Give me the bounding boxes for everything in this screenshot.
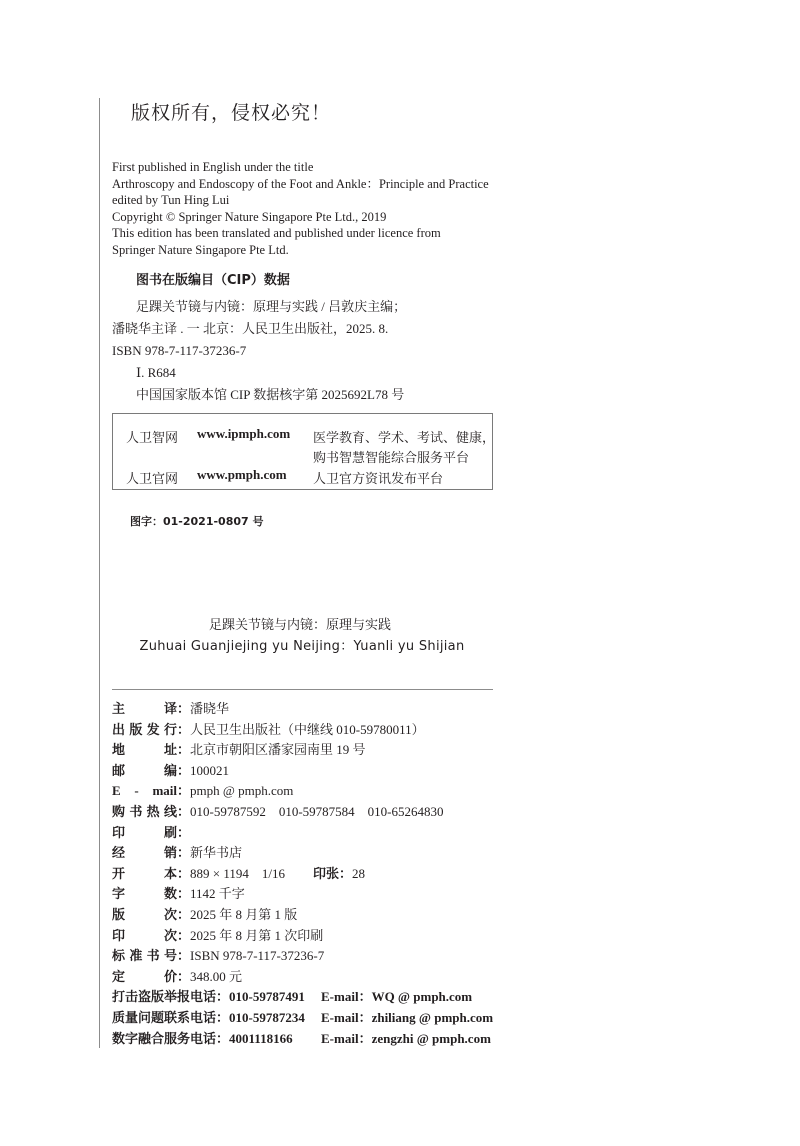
- colophon-label: 印 刷: [112, 825, 177, 841]
- colophon-row: 开 本：889 × 1194 1/16 印张：28: [112, 864, 493, 885]
- colophon-label: 版 次: [112, 907, 177, 923]
- colophon-value: pmph @ pmph.com: [190, 783, 294, 799]
- contact-email: E-mail：zhiliang @ pmph.com: [321, 1009, 494, 1025]
- contact-phone: 010-59787491: [229, 989, 305, 1005]
- colophon-label: 印 次: [112, 928, 177, 944]
- contact-label: 质量问题联系电话：: [112, 1010, 230, 1026]
- publisher-platform-box: [112, 413, 496, 490]
- platform-name: 人卫智网: [126, 431, 179, 446]
- cip-title: 图书在版编目（CIP）数据: [136, 273, 290, 288]
- colophon: [112, 699, 493, 1049]
- colophon-label: 地 址: [112, 743, 177, 759]
- colophon-value: 2025 年 8 月第 1 版: [190, 906, 298, 922]
- copyright-permit-number: 图字：01-2021-0807 号: [130, 515, 264, 528]
- colophon-label: 主 译: [112, 702, 177, 717]
- platform-desc: 人卫官方资讯发布平台: [313, 472, 444, 487]
- colophon-value: 100021: [190, 762, 230, 778]
- colophon-row: 地 址：北京市朝阳区潘家园南里 19 号: [112, 740, 493, 761]
- colophon-label: 字 数: [112, 887, 177, 903]
- contact-phone: 4001118166: [229, 1030, 293, 1046]
- colophon-value: 人民卫生出版社（中继线 010-59780011）: [190, 721, 425, 737]
- colophon-value: 348.00 元: [190, 968, 243, 984]
- colophon-label: 邮 编: [112, 763, 177, 779]
- contact-phone: 010-59787234: [229, 1009, 305, 1025]
- platform-url-link[interactable]: www.pmph.com: [197, 467, 287, 482]
- colophon-row: 字 数：1142 千字: [112, 884, 493, 905]
- platform-desc: 医学教育、学术、考试、健康，: [313, 431, 496, 446]
- colophon-row: 购书热线：010-59787592 010-59787584 010-65264830: [112, 802, 493, 823]
- english-line: This edition has been translated and published under licence from: [112, 226, 441, 241]
- cip-line: 潘晓华主译 . 一 北京：人民卫生出版社，2025. 8.: [112, 321, 389, 336]
- cip-line: Ⅰ. R684: [136, 365, 176, 380]
- english-line: First published in English under the title: [112, 160, 314, 174]
- cip-line: ISBN 978-7-117-37236-7: [112, 343, 247, 358]
- colophon-row: 印 刷：: [112, 823, 493, 844]
- english-line: Springer Nature Singapore Pte Ltd.: [112, 242, 289, 257]
- divider: [112, 689, 493, 690]
- colophon-value: ISBN 978-7-117-37236-7: [190, 948, 325, 964]
- contact-label: 打击盗版举报电话：: [112, 990, 230, 1006]
- colophon-value: 010-59787592 010-59787584 010-65264830: [190, 803, 444, 819]
- contact-row: [112, 987, 493, 1008]
- colophon-value: 1142 千字: [190, 886, 245, 902]
- platform-url-link[interactable]: www.ipmph.com: [197, 426, 291, 441]
- colophon-value: 北京市朝阳区潘家园南里 19 号: [190, 742, 366, 758]
- colophon-value: 潘晓华: [190, 702, 230, 717]
- colophon-row: E - mail：pmph @ pmph.com: [112, 781, 493, 802]
- colophon-row: 印 次：2025 年 8 月第 1 次印刷: [112, 926, 493, 947]
- cip-record: [112, 296, 512, 406]
- colophon-label: 经 销: [112, 846, 177, 862]
- english-line: Arthroscopy and Endoscopy of the Foot and Ankle：Principle and Practice: [112, 176, 489, 191]
- colophon-row: 主 译：潘晓华: [112, 699, 493, 720]
- contact-row: [112, 1008, 493, 1029]
- english-rights-notice: [112, 159, 512, 259]
- colophon-label: 标准书号: [112, 949, 177, 965]
- colophon-row: 标准书号：ISBN 978-7-117-37236-7: [112, 946, 493, 967]
- contact-email: E-mail：WQ @ pmph.com: [321, 989, 473, 1005]
- colophon-row: 版 次：2025 年 8 月第 1 版: [112, 905, 493, 926]
- colophon-row: 邮 编：100021: [112, 761, 493, 782]
- platform-desc: 购书智慧智能综合服务平台: [313, 451, 470, 466]
- contact-lines: [112, 987, 493, 1049]
- english-line: edited by Tun Hing Lui: [112, 193, 230, 208]
- cip-line: 足踝关节镜与内镜：原理与实践 / 吕敦庆主编；: [136, 299, 407, 314]
- colophon-value: 2025 年 8 月第 1 次印刷: [190, 927, 324, 943]
- contact-label: 数字融合服务电话：: [112, 1031, 230, 1047]
- colophon-label: 开 本: [112, 866, 177, 882]
- colophon-value: 新华书店: [190, 846, 243, 862]
- colophon-sublabel: 印张: [312, 866, 339, 882]
- colophon-row: 出版发行：人民卫生出版社（中继线 010-59780011）: [112, 720, 493, 741]
- colophon-label: 定 价: [112, 969, 177, 985]
- colophon-label: E - mail: [112, 783, 177, 799]
- book-title: 足踝关节镜与内镜：原理与实践: [208, 618, 391, 633]
- colophon-subvalue: 28: [352, 865, 366, 881]
- cip-line: 中国国家版本馆 CIP 数据核字第 2025692L78 号: [136, 387, 405, 402]
- copyright-slogan: 版权所有，侵权必究！: [131, 102, 332, 124]
- colophon-label: 出版发行: [112, 722, 177, 738]
- colophon-value: 889 × 1194 1/16: [190, 865, 285, 881]
- book-title-pinyin: Zuhuai Guanjiejing yu Neijing：Yuanli yu Shijian: [139, 639, 465, 654]
- colophon-row: 经 销：新华书店: [112, 843, 493, 864]
- contact-email: E-mail：zengzhi @ pmph.com: [321, 1030, 491, 1046]
- colophon-row: 定 价：348.00 元: [112, 967, 493, 988]
- contact-row: [112, 1029, 493, 1050]
- platform-name: 人卫官网: [126, 472, 179, 487]
- margin-rule: [99, 98, 100, 1048]
- english-line: Copyright © Springer Nature Singapore Pte Ltd., 2019: [112, 209, 387, 224]
- colophon-label: 购书热线: [112, 804, 177, 820]
